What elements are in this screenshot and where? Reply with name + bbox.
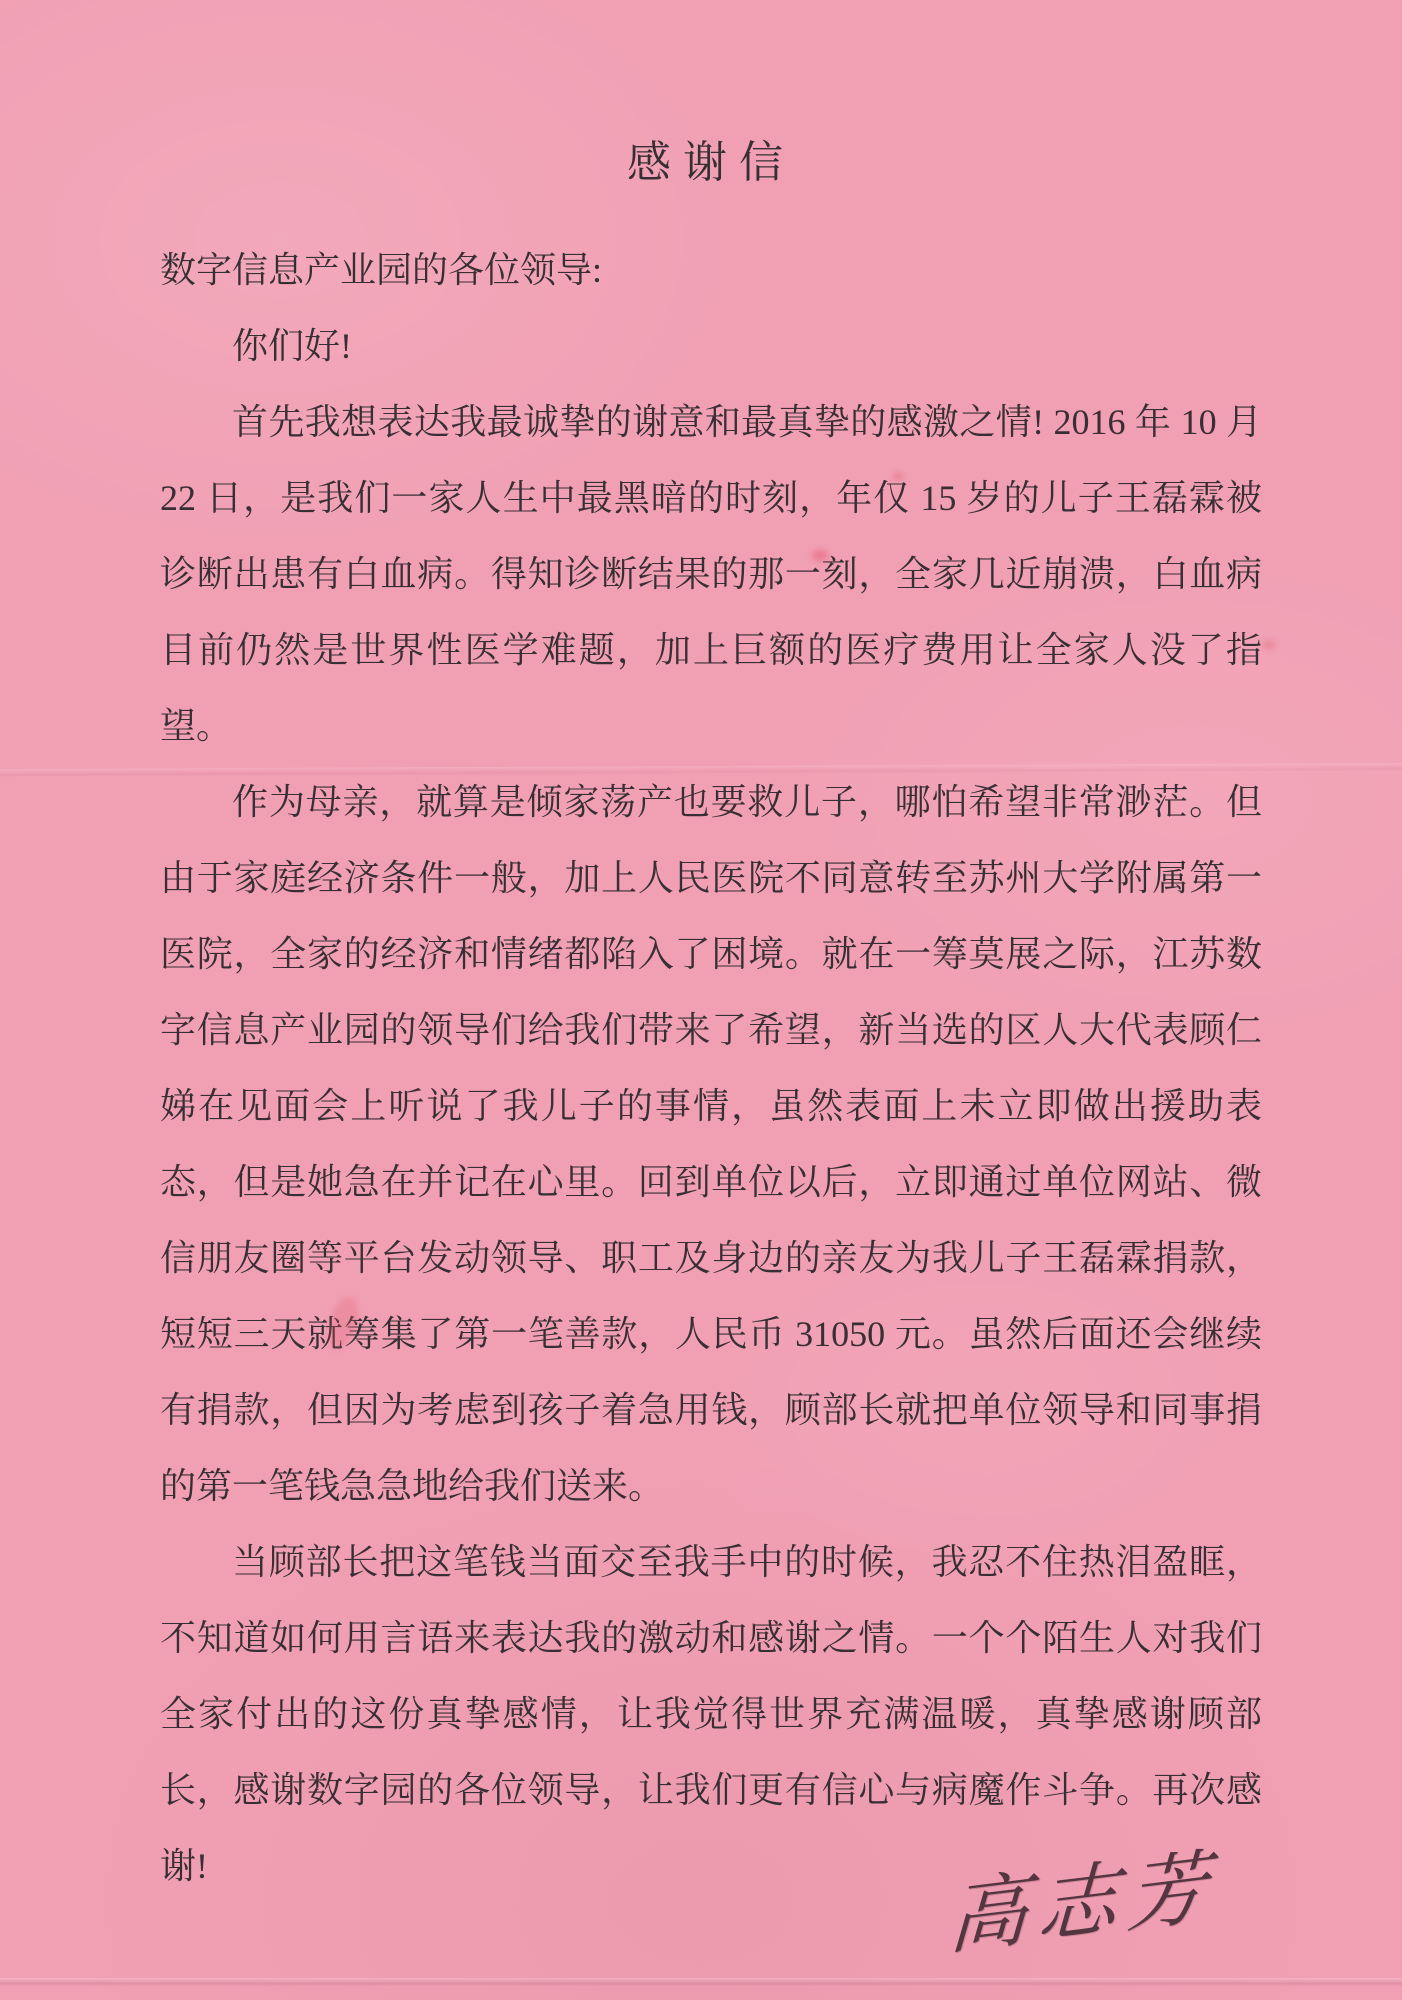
greeting: 你们好! xyxy=(232,326,352,366)
fold-crease-bottom xyxy=(0,1978,1402,1986)
letter-title: 感谢信 xyxy=(627,138,795,187)
letter-body xyxy=(160,0,1262,1904)
handwritten-signature: 高志芳 xyxy=(946,1843,1219,1966)
paragraph-2: 作为母亲，就算是倾家荡产也要救儿子，哪怕希望非常渺茫。但由于家庭经济条件一般，加上人民医院不同意转至苏州大学附属第一医院，全家的经济和情绪都陷入了困境。就在一筹莫展之际，江苏数字信息产业园的领导们给我们带来了希望，新当选的区人大代表顾仁娣在见面会上听说了我儿子的事情，虽然表面上未立即做出援助表态，但是她急在并记在心里。回到单位以后，立即通过单位网站、微信朋友圈等平台发动领导、职工及身边的亲友为我儿子王磊霖捐款，短短三天就筹集了第一笔善款，人民币 31050 元。虽然后面还会继续有捐款，但因为考虑到孩子着急用钱，顾部长就把单位领导和同事捐的第一笔钱急急地给我们送来。 xyxy=(160,782,1262,1506)
paragraph-1: 首先我想表达我最诚挚的谢意和最真挚的感激之情! 2016 年 10 月 22 日，是我们一家人生中最黑暗的时刻，年仅 15 岁的儿子王磊霖被诊断出患有白血病。得知诊断结果的那一刻，全家几近崩溃，白血病目前仍然是世界性医学难题，加上巨额的医疗费用让全家人没了指望。 xyxy=(160,402,1262,746)
salutation: 数字信息产业园的各位领导: xyxy=(160,250,603,290)
paper-smudge xyxy=(1262,640,1276,650)
paragraph-3: 当顾部长把这笔钱当面交至我手中的时候，我忍不住热泪盈眶，不知道如何用言语来表达我的激动和感谢之情。一个个陌生人对我们全家付出的这份真挚感情，让我觉得世界充满温暖，真挚感谢顾部长，感谢数字园的各位领导，让我们更有信心与病魔作斗争。再次感谢! xyxy=(160,1542,1262,1886)
